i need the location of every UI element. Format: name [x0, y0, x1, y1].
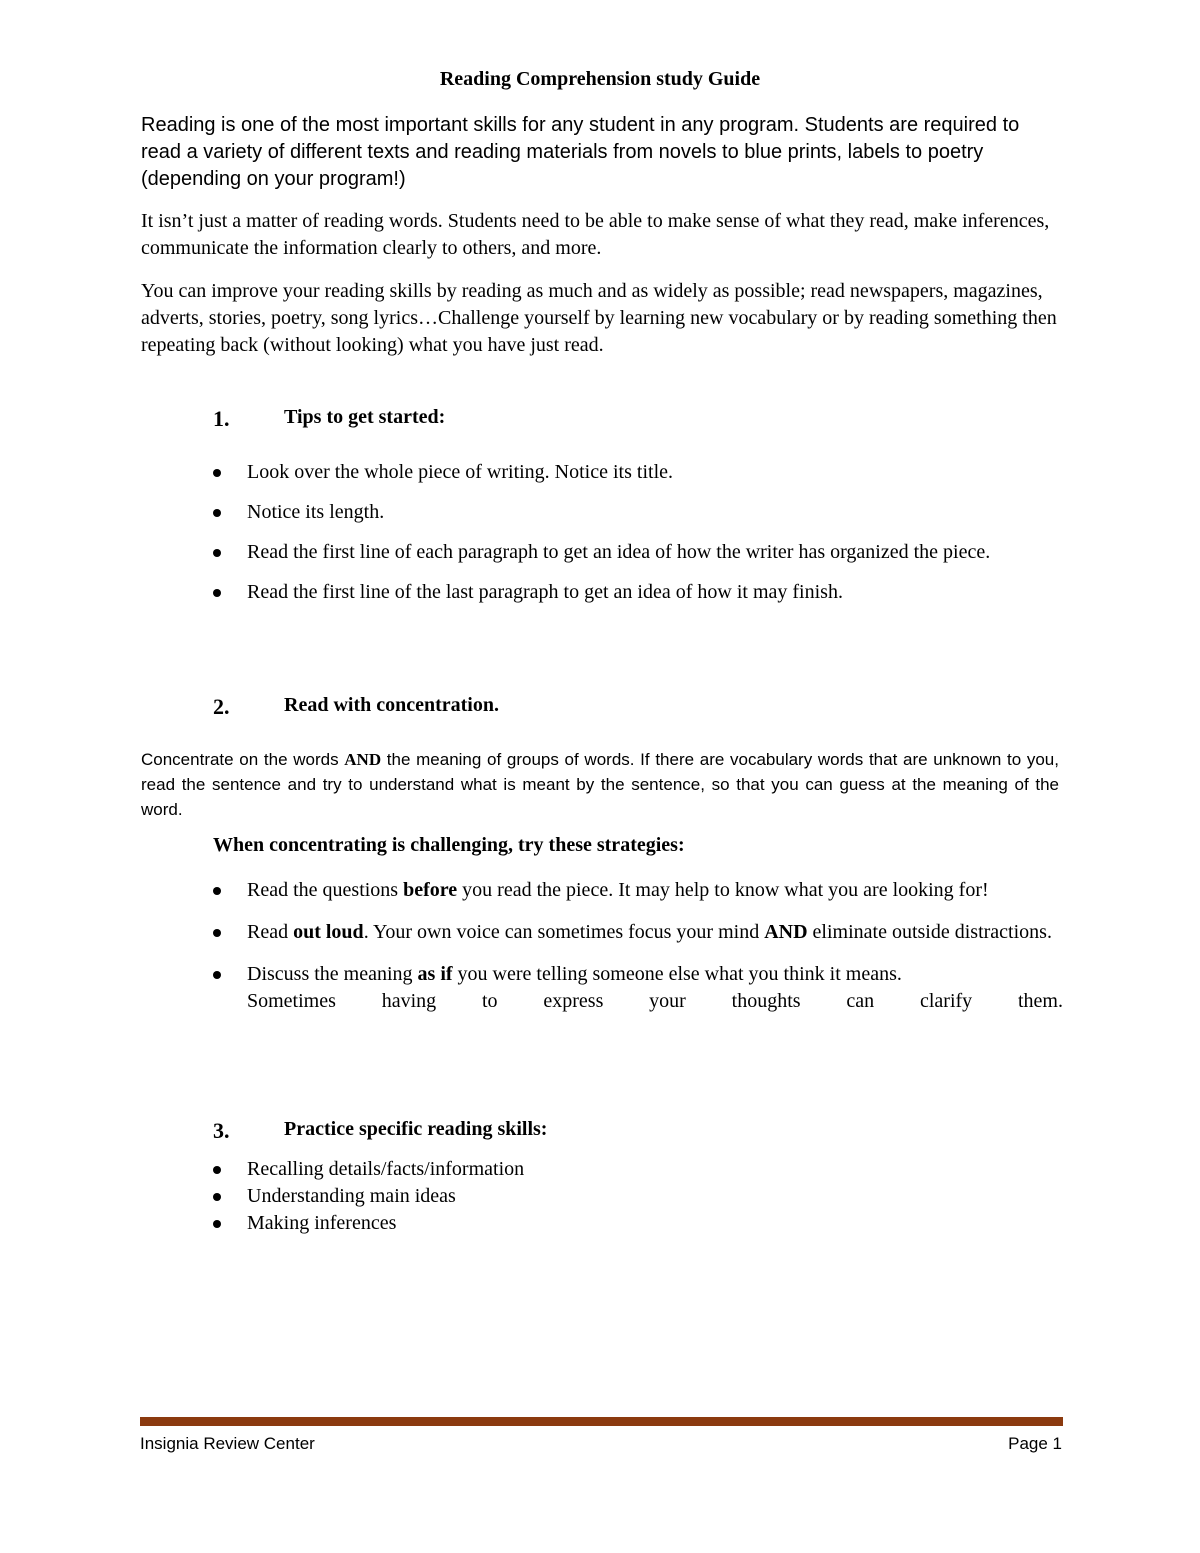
section-3-number: 3. [213, 1118, 230, 1143]
concentration-text-start: Concentrate on the words [141, 750, 345, 769]
list-item [213, 877, 1063, 904]
intro-paragraph-2: It isn’t just a matter of reading words. Students need to be able to make sense of what they read, make inferences, communicate the information clearly to others, and more. [141, 210, 1050, 259]
list-item [213, 1183, 1063, 1210]
concentration-text-bold: AND [344, 750, 382, 769]
list-item-text: Making inferences [247, 1212, 397, 1234]
list-item [213, 961, 1063, 1015]
bullet-icon [213, 509, 221, 517]
section-1-number: 1. [213, 406, 230, 431]
list-item-bold: before [403, 879, 458, 901]
section-2-number: 2. [213, 694, 230, 719]
list-item [213, 539, 1063, 566]
list-item-continuation: Sometimes having to express your thoughts can clarify them. [247, 990, 1063, 1012]
bullet-icon [213, 469, 221, 477]
section-1-title: Tips to get started: [284, 406, 446, 428]
list-item-bold: out loud [293, 921, 364, 943]
concentration-paragraph [141, 747, 1059, 822]
list-item [213, 579, 1063, 606]
footer-organization: Insignia Review Center [140, 1434, 315, 1453]
list-item-text: Recalling details/facts/information [247, 1158, 525, 1180]
intro-paragraph-3: You can improve your reading skills by reading as much and as widely as possible; read newspapers, magazines, adverts, stories, poetry, song lyrics…Challenge yourself by learning new vocabulary or by reading something then repeating back (without looking) what you have just read. [141, 280, 1057, 356]
footer-page-number: Page 1 [1008, 1434, 1062, 1453]
bullet-icon [213, 971, 221, 979]
bullet-icon [213, 1166, 221, 1174]
strategies-list [213, 877, 1063, 1030]
list-item-text: Discuss the meaning [247, 963, 418, 985]
list-item-text: Understanding main ideas [247, 1185, 456, 1207]
section-1-list [213, 459, 1063, 619]
list-item [213, 1156, 1063, 1183]
list-item-text: Read the first line of each paragraph to get an idea of how the writer has organized the piece. [247, 541, 991, 563]
list-item [213, 1210, 1063, 1237]
bullet-icon [213, 549, 221, 557]
section-3-list [213, 1156, 1063, 1237]
list-item-bold: AND [764, 921, 808, 943]
list-item [213, 919, 1063, 946]
concentration-text-end: the meaning of groups of words. If there are vocabulary words that are unknown to you, read the sentence and try to understand what is meant by the sentence, so that you can guess at the meaning of the word. [141, 750, 1059, 819]
intro-paragraph-1: Reading is one of the most important skills for any student in any program. Students are required to read a variety of different texts and reading materials from novels to blue prints, labels to poetry (depending on your program!) [141, 114, 1020, 190]
list-item-text: eliminate outside distractions. [807, 921, 1052, 943]
list-item-text: Read the questions [247, 879, 404, 901]
bullet-icon [213, 887, 221, 895]
list-item-text: Read the first line of the last paragraph to get an idea of how it may finish. [247, 581, 843, 603]
bullet-icon [213, 1220, 221, 1228]
section-3-title: Practice specific reading skills: [284, 1118, 548, 1140]
list-item-bold: as if [417, 963, 453, 985]
list-item-text: Look over the whole piece of writing. Notice its title. [247, 461, 673, 483]
bullet-icon [213, 929, 221, 937]
list-item [213, 459, 1063, 486]
document-title: Reading Comprehension study Guide [439, 68, 761, 90]
list-item-text: you were telling someone else what you think it means. [452, 963, 902, 985]
section-2-title: Read with concentration. [284, 694, 499, 716]
list-item-text: Notice its length. [247, 501, 385, 523]
footer-divider [140, 1417, 1063, 1426]
list-item-text: . Your own voice can sometimes focus your mind [363, 921, 765, 943]
strategies-subheading: When concentrating is challenging, try these strategies: [213, 834, 685, 856]
list-item [213, 499, 1063, 526]
bullet-icon [213, 1193, 221, 1201]
list-item-text: Read [247, 921, 294, 943]
list-item-text: you read the piece. It may help to know what you are looking for! [457, 879, 989, 901]
bullet-icon [213, 589, 221, 597]
